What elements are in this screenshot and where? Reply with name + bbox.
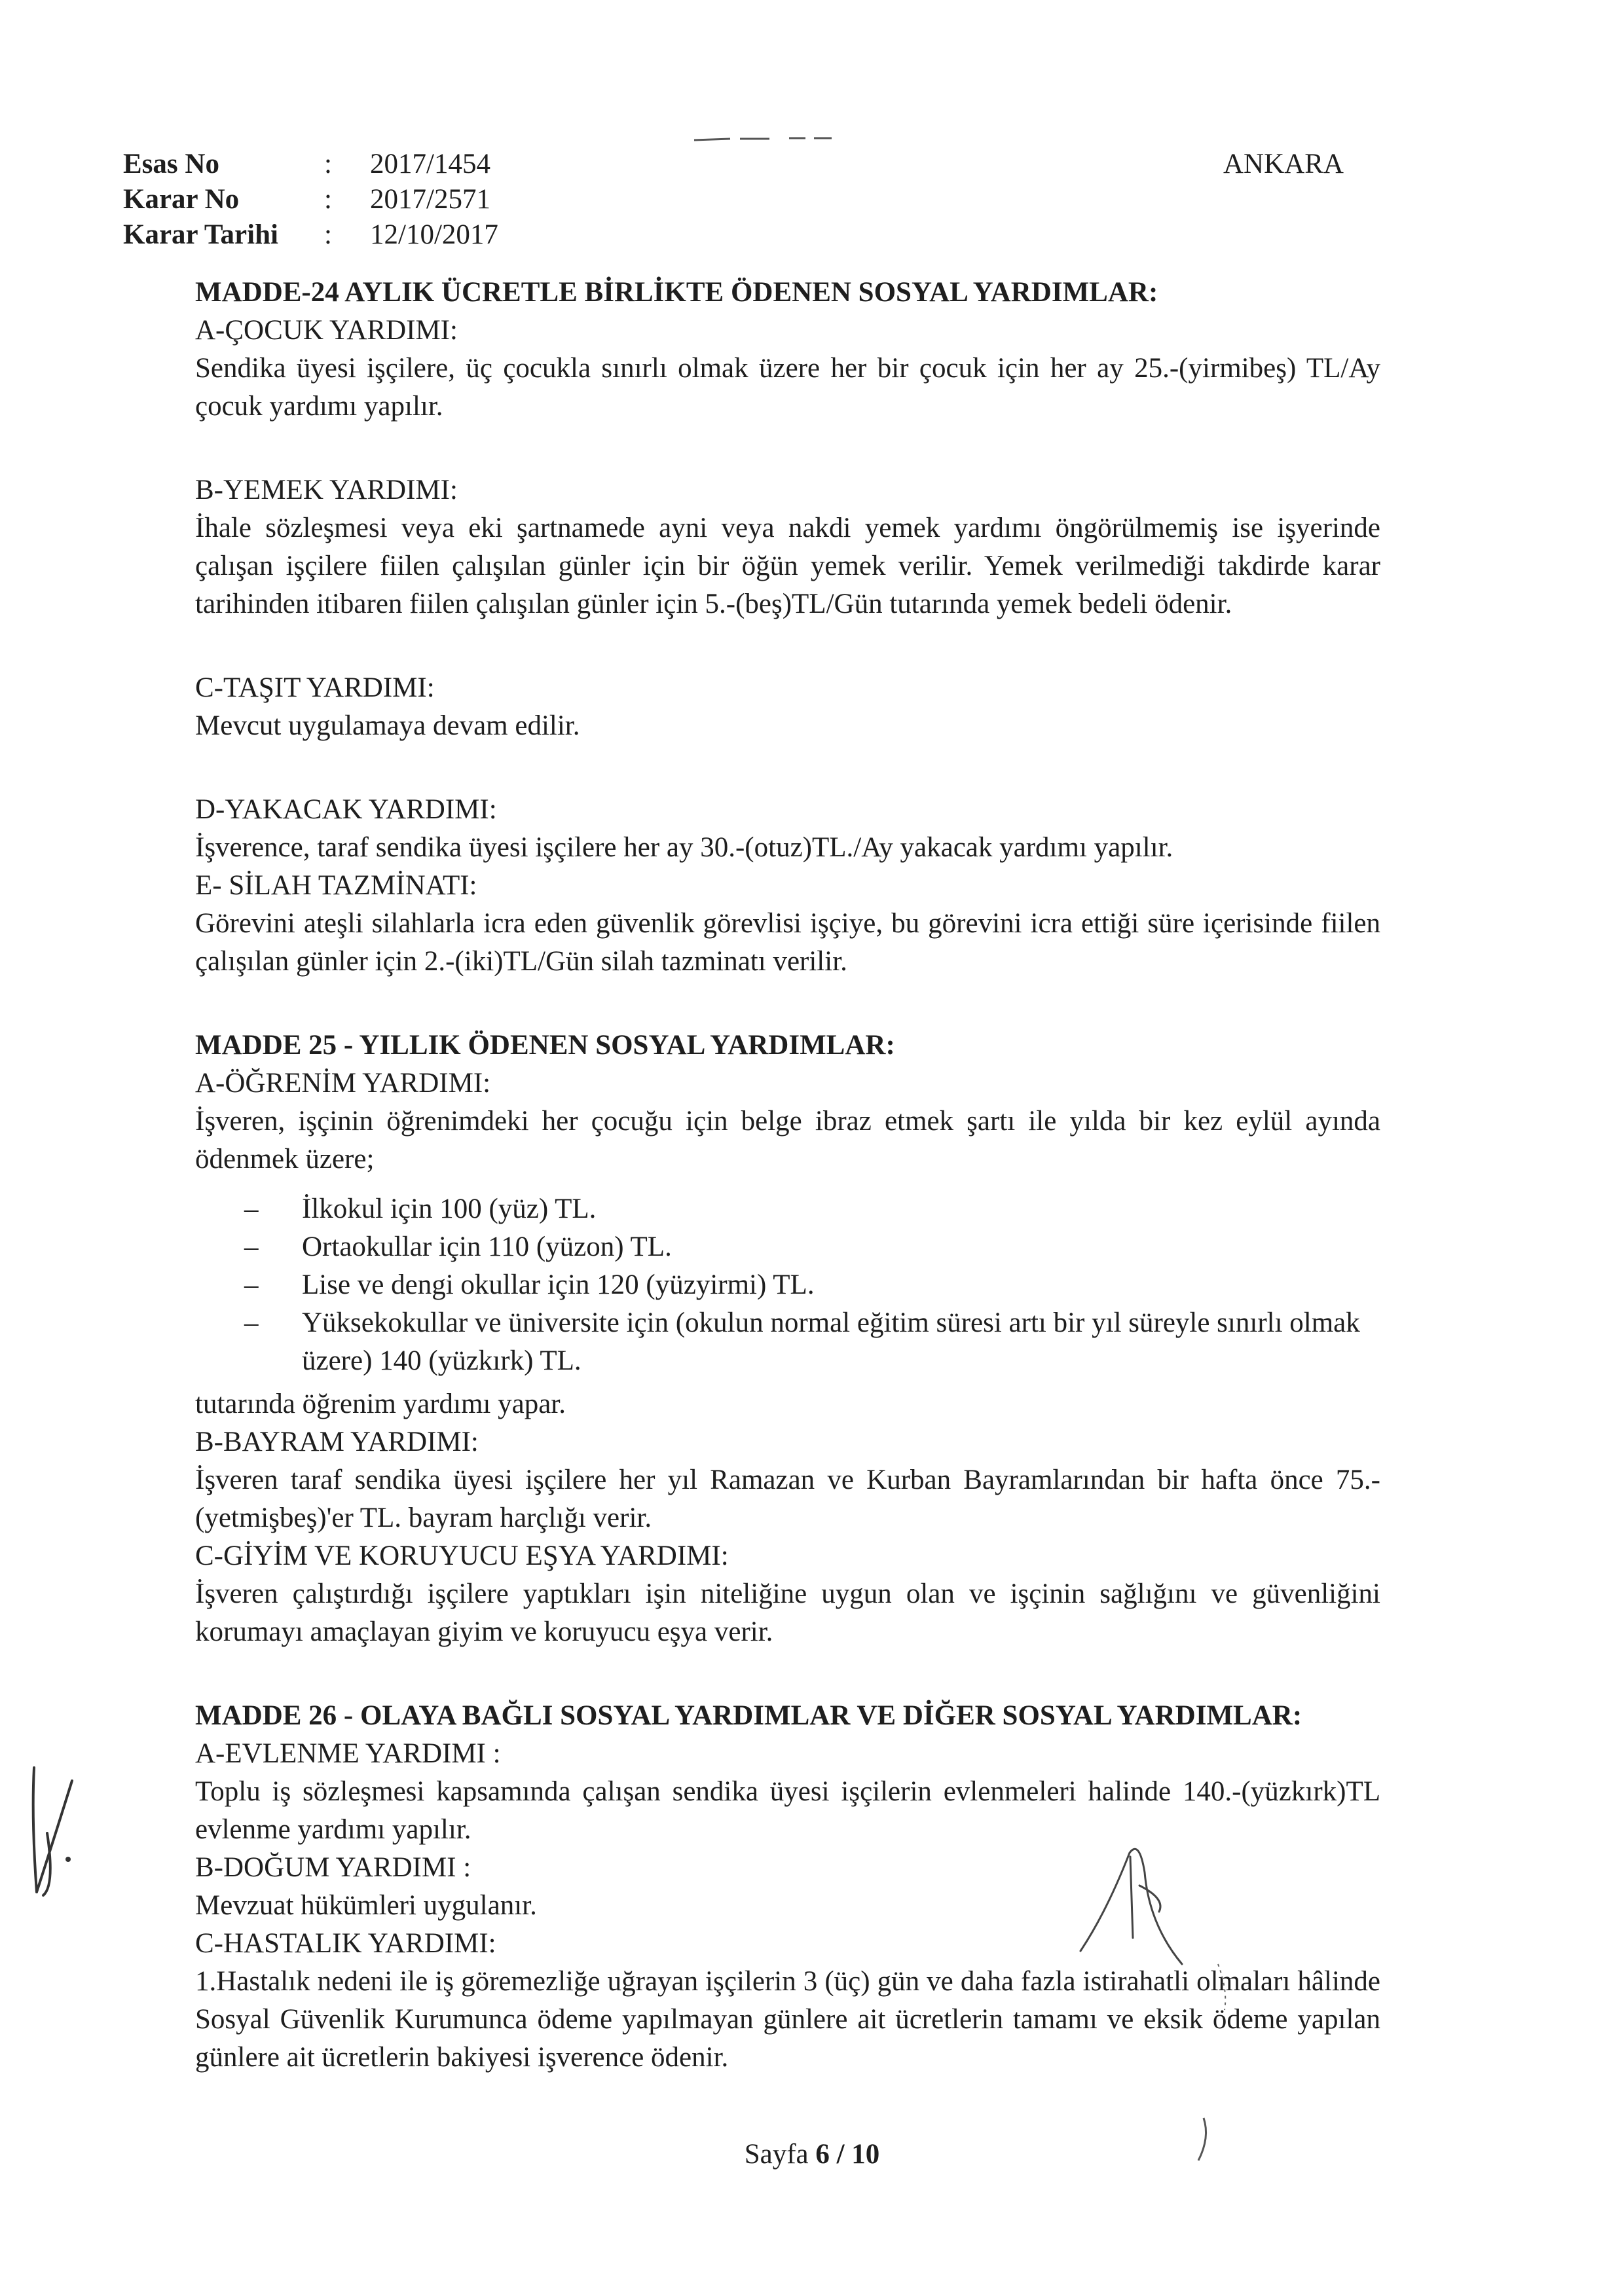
madde-24-c-title: C-TAŞIT YARDIMI: xyxy=(195,672,435,703)
madde-24-e-title: E- SİLAH TAZMİNATI: xyxy=(195,870,477,901)
document-body xyxy=(195,274,1380,2077)
madde-24-d-title: D-YAKACAK YARDIMI: xyxy=(195,794,497,825)
madde-24-a-title: A-ÇOCUK YARDIMI: xyxy=(195,315,458,346)
handwritten-initial-signature xyxy=(1067,1833,1264,2049)
karar-tarihi-colon: : xyxy=(324,219,332,250)
madde-25-a-after: tutarında öğrenim yardımı yapar. xyxy=(195,1389,566,1419)
page-footer xyxy=(0,2136,1624,2174)
list-item: – Lise ve dengi okullar için 120 (yüzyirmi) TL. xyxy=(244,1266,1380,1304)
footer-total-pages: 10 xyxy=(851,2139,880,2170)
esas-no-value: 2017/1454 xyxy=(370,149,490,179)
madde-26-c-text: 1.Hastalık nedeni ile iş göremezliğe uğrayan işçilerin 3 (üç) gün ve daha fazla istirahatli olmaları hâlinde Sosyal Güvenlik Kurumunca ödeme yapılmayan günlere ait ücretlerin tamamı ve eksik ödeme yapılan günlere ait ücretlerin bakiyesi işverence ödenir. xyxy=(195,1966,1380,2073)
madde-26-a-text: Toplu iş sözleşmesi kapsamında çalışan sendika üyesi işçilerin evlenmeleri halinde 140.-(yüzkırk)TL evlenme yardımı yapılır. xyxy=(195,1776,1380,1845)
madde-25-title: MADDE 25 - YILLIK ÖDENEN SOSYAL YARDIMLAR: xyxy=(195,1030,895,1061)
scan-dash-mark xyxy=(691,131,841,144)
madde-26-c-title: C-HASTALIK YARDIMI: xyxy=(195,1928,496,1959)
madde-24-b-title: B-YEMEK YARDIMI: xyxy=(195,475,458,505)
madde-24-title: MADDE-24 AYLIK ÜCRETLE BİRLİKTE ÖDENEN SOSYAL YARDIMLAR: xyxy=(195,277,1158,308)
karar-no-colon: : xyxy=(324,184,332,215)
madde-25-c-text: İşveren çalıştırdığı işçilere yaptıkları işin niteliğine uygun olan ve işçinin sağlığını ve güvenliğini korumayı amaçlayan giyim ve koruyucu eşya verir. xyxy=(195,1578,1380,1647)
madde-26-b-title: B-DOĞUM YARDIMI : xyxy=(195,1852,471,1883)
ogrenim-list xyxy=(195,1190,1380,1380)
karar-no-value: 2017/2571 xyxy=(370,184,490,215)
esas-no-colon: : xyxy=(324,149,332,179)
madde-26-a-title: A-EVLENME YARDIMI : xyxy=(195,1738,501,1769)
madde-24-a-text: Sendika üyesi işçilere, üç çocukla sınırlı olmak üzere her bir çocuk için her ay 25.-(yirmibeş) TL/Ay çocuk yardımı yapılır. xyxy=(195,353,1380,422)
madde-24-c-text: Mevcut uygulamaya devam edilir. xyxy=(195,710,580,741)
madde-24-b-text: İhale sözleşmesi veya eki şartnamede ayni veya nakdi yemek yardımı öngörülmemiş ise işyerinde çalışan işçilere fiilen çalışılan günler için bir öğün yemek verilir. Yemek verilmediği takdirde karar tarihinden itibaren fiilen çalışılan günler için 5.-(beş)TL/Gün tutarında yemek bedeli ödenir. xyxy=(195,513,1380,619)
margin-initial-signature xyxy=(14,1755,86,1905)
list-item: – İlkokul için 100 (yüz) TL. xyxy=(244,1190,1380,1228)
city-label: ANKARA xyxy=(1223,149,1344,179)
madde-25-a-text: İşveren, işçinin öğrenimdeki her çocuğu için belge ibraz etmek şartı ile yılda bir kez eylül ayında ödenmek üzere; xyxy=(195,1106,1380,1175)
footer-current-page: 6 xyxy=(815,2139,830,2170)
madde-26-title: MADDE 26 - OLAYA BAĞLI SOSYAL YARDIMLAR VE DİĞER SOSYAL YARDIMLAR: xyxy=(195,1700,1302,1731)
footer-separator: / xyxy=(829,2139,852,2170)
karar-tarihi-value: 12/10/2017 xyxy=(370,219,498,250)
madde-25-b-title: B-BAYRAM YARDIMI: xyxy=(195,1427,479,1457)
madde-25-b-text: İşveren taraf sendika üyesi işçilere her yıl Ramazan ve Kurban Bayramlarından bir hafta önce 75.-(yetmişbeş)'er TL. bayram harçlığı verir. xyxy=(195,1465,1380,1533)
madde-25-c-title: C-GİYİM VE KORUYUCU EŞYA YARDIMI: xyxy=(195,1540,729,1571)
karar-tarihi-label: Karar Tarihi xyxy=(123,219,278,250)
karar-no-label: Karar No xyxy=(123,184,240,215)
madde-25-a-title: A-ÖĞRENİM YARDIMI: xyxy=(195,1068,491,1099)
list-item: – Yüksekokullar ve üniversite için (okulun normal eğitim süresi artı bir yıl süreyle sınırlı olmak üzere) 140 (yüzkırk) TL. xyxy=(244,1304,1380,1380)
madde-24-d-text: İşverence, taraf sendika üyesi işçilere her ay 30.-(otuz)TL./Ay yakacak yardımı yapılır. xyxy=(195,832,1173,863)
list-item: – Ortaokullar için 110 (yüzon) TL. xyxy=(244,1228,1380,1266)
footer-prefix: Sayfa xyxy=(744,2139,816,2170)
esas-no-label: Esas No xyxy=(123,149,219,179)
madde-26-b-text: Mevzuat hükümleri uygulanır. xyxy=(195,1890,537,1921)
madde-24-e-text: Görevini ateşli silahlarla icra eden güvenlik görevlisi işçiye, bu görevini icra ettiği süre içerisinde fiilen çalışılan günler için 2.-(iki)TL/Gün silah tazminatı verilir. xyxy=(195,908,1380,977)
